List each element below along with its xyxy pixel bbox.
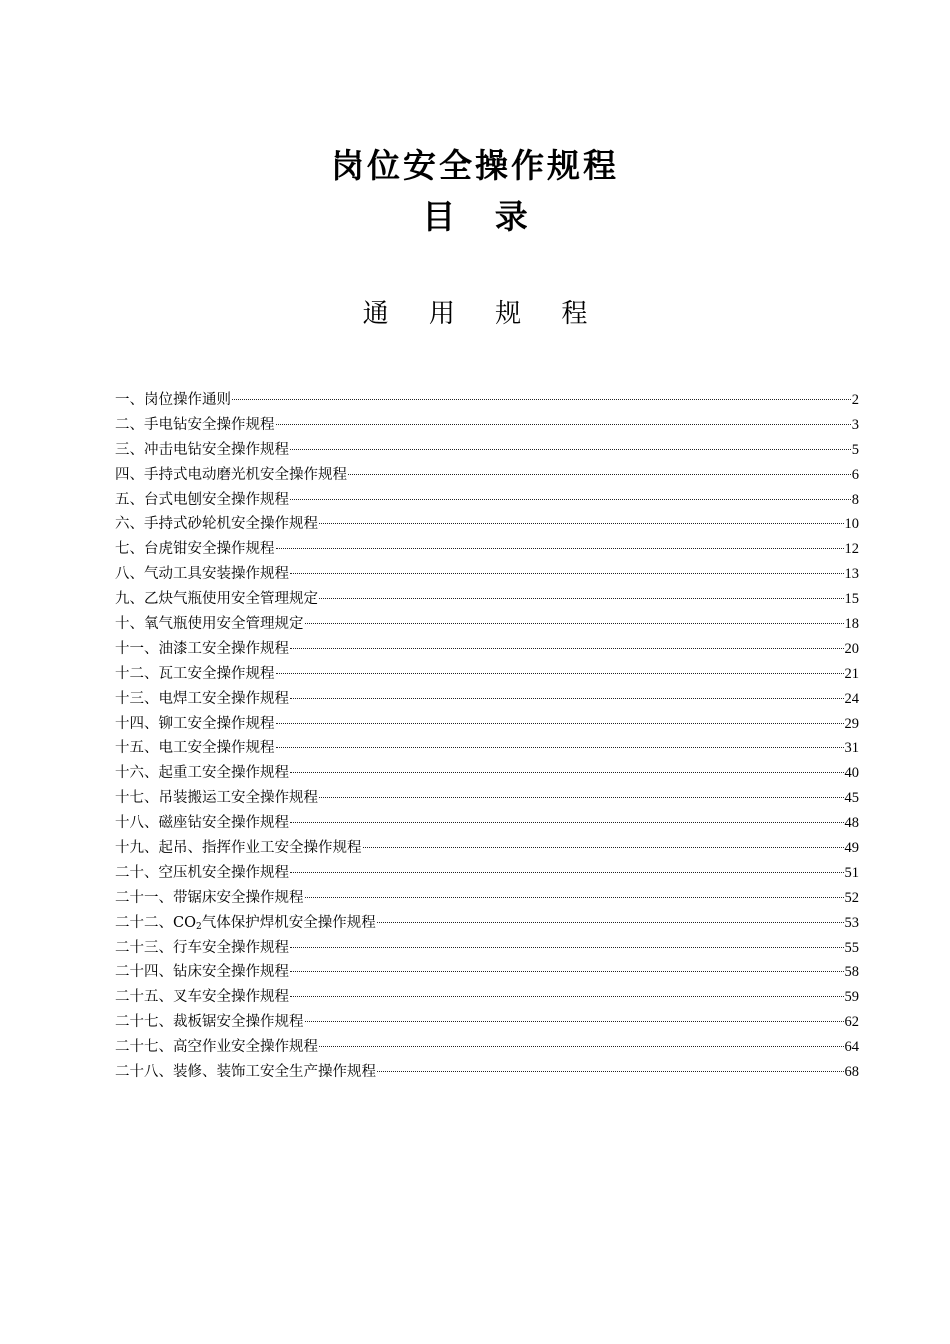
toc-entry-label: 十八、磁座钻安全操作规程 bbox=[115, 815, 289, 832]
toc-dot-leader bbox=[305, 623, 844, 624]
toc-dot-leader bbox=[232, 399, 851, 400]
toc-page-number: 15 bbox=[844, 591, 859, 608]
toc-entry[interactable] bbox=[115, 761, 859, 786]
toc-entry[interactable] bbox=[115, 861, 859, 886]
toc-entry-label: 二十、空压机安全操作规程 bbox=[115, 864, 289, 881]
toc-dot-leader bbox=[348, 474, 851, 475]
toc-entry-label: 七、台虎钳安全操作规程 bbox=[115, 541, 275, 558]
toc-entry[interactable] bbox=[115, 936, 859, 961]
toc-entry[interactable] bbox=[115, 687, 859, 712]
toc-page-number: 21 bbox=[844, 665, 859, 682]
toc-entry[interactable] bbox=[115, 1035, 859, 1060]
toc-entry[interactable] bbox=[115, 488, 859, 513]
toc-page-number: 52 bbox=[844, 889, 859, 906]
toc-page-number: 49 bbox=[844, 840, 859, 857]
toc-page-number: 12 bbox=[844, 541, 859, 558]
toc-entry-label-subscript: 2 bbox=[195, 921, 202, 932]
toc-page-number: 58 bbox=[844, 964, 859, 981]
toc-page-number: 68 bbox=[844, 1064, 859, 1081]
toc-dot-leader bbox=[276, 424, 851, 425]
toc-page-number: 3 bbox=[851, 416, 859, 433]
toc-dot-leader bbox=[290, 698, 844, 699]
toc-page-number: 55 bbox=[844, 939, 859, 956]
toc-entry-label: 二十三、行车安全操作规程 bbox=[115, 939, 289, 956]
toc-dot-leader bbox=[290, 449, 851, 450]
toc-entry-label: 十二、瓦工安全操作规程 bbox=[115, 665, 275, 682]
toc-entry-label: 八、气动工具安装操作规程 bbox=[115, 566, 289, 583]
toc-dot-leader bbox=[290, 947, 844, 948]
toc-entry[interactable] bbox=[115, 537, 859, 562]
toc-entry-label-suffix: 气体保护焊机安全操作规程 bbox=[201, 914, 376, 931]
toc-dot-leader bbox=[290, 971, 844, 972]
toc-dot-leader bbox=[363, 847, 844, 848]
toc-dot-leader bbox=[377, 922, 844, 923]
toc-entry[interactable] bbox=[115, 960, 859, 985]
toc-entry-label: 十、氧气瓶使用安全管理规定 bbox=[115, 616, 304, 633]
toc-page-number: 59 bbox=[844, 989, 859, 1006]
toc-dot-leader bbox=[290, 648, 844, 649]
toc-entry[interactable] bbox=[115, 587, 859, 612]
toc-entry-label: 四、手持式电动磨光机安全操作规程 bbox=[115, 466, 347, 483]
toc-entry[interactable] bbox=[115, 811, 859, 836]
toc-entry-label: 十一、油漆工安全操作规程 bbox=[115, 640, 289, 657]
toc-entry-label: 三、冲击电钻安全操作规程 bbox=[115, 441, 289, 458]
toc-entry[interactable] bbox=[115, 512, 859, 537]
toc-entry-label: 六、手持式砂轮机安全操作规程 bbox=[115, 516, 318, 533]
toc-dot-leader bbox=[377, 1071, 844, 1072]
table-of-contents bbox=[115, 388, 859, 1085]
toc-entry-label: 十四、铆工安全操作规程 bbox=[115, 715, 275, 732]
toc-entry-label: 十六、起重工安全操作规程 bbox=[115, 765, 289, 782]
toc-dot-leader bbox=[290, 872, 844, 873]
toc-entry-label: 二十一、带锯床安全操作规程 bbox=[115, 889, 304, 906]
toc-page-number: 10 bbox=[844, 516, 859, 533]
toc-page-number: 8 bbox=[851, 491, 859, 508]
toc-entry[interactable] bbox=[115, 637, 859, 662]
toc-dot-leader bbox=[319, 1046, 844, 1047]
toc-page-number: 29 bbox=[844, 715, 859, 732]
toc-entry[interactable] bbox=[115, 886, 859, 911]
toc-page-number: 2 bbox=[851, 392, 859, 408]
toc-page-number: 6 bbox=[851, 466, 859, 483]
toc-entry[interactable] bbox=[115, 1060, 859, 1085]
toc-dot-leader bbox=[290, 996, 844, 997]
section-heading: 通 用 规 程 bbox=[362, 299, 604, 329]
toc-entry-label-prefix: 二十二、CO bbox=[115, 914, 196, 931]
toc-entry-label: 一、岗位操作通则 bbox=[115, 392, 231, 408]
toc-entry-label: 十五、电工安全操作规程 bbox=[115, 740, 275, 757]
toc-entry-label: 二十七、高空作业安全操作规程 bbox=[115, 1039, 318, 1056]
toc-entry[interactable] bbox=[115, 911, 859, 936]
toc-page-number: 62 bbox=[844, 1014, 859, 1031]
toc-entry[interactable] bbox=[115, 388, 859, 413]
toc-entry-label bbox=[115, 911, 376, 936]
toc-dot-leader bbox=[305, 897, 844, 898]
toc-dot-leader bbox=[290, 822, 844, 823]
toc-entry-label: 十三、电焊工安全操作规程 bbox=[115, 690, 289, 707]
toc-entry[interactable] bbox=[115, 438, 859, 463]
toc-page-number: 48 bbox=[844, 815, 859, 832]
toc-page-number: 51 bbox=[844, 864, 859, 881]
toc-entry[interactable] bbox=[115, 786, 859, 811]
toc-entry-label: 十七、吊装搬运工安全操作规程 bbox=[115, 790, 318, 807]
toc-entry[interactable] bbox=[115, 413, 859, 438]
toc-entry[interactable] bbox=[115, 463, 859, 488]
toc-page-number: 64 bbox=[844, 1039, 859, 1056]
toc-entry[interactable] bbox=[115, 712, 859, 737]
toc-page-number: 20 bbox=[844, 640, 859, 657]
toc-dot-leader bbox=[290, 772, 844, 773]
toc-dot-leader bbox=[290, 573, 844, 574]
toc-entry-label: 五、台式电刨安全操作规程 bbox=[115, 491, 289, 508]
toc-entry[interactable] bbox=[115, 562, 859, 587]
toc-entry[interactable] bbox=[115, 836, 859, 861]
toc-page-number: 5 bbox=[851, 441, 859, 458]
toc-entry-label: 二十四、钻床安全操作规程 bbox=[115, 964, 289, 981]
toc-entry-label: 二十五、叉车安全操作规程 bbox=[115, 989, 289, 1006]
toc-page-number: 18 bbox=[844, 616, 859, 633]
toc-dot-leader bbox=[319, 797, 844, 798]
toc-entry[interactable] bbox=[115, 736, 859, 761]
toc-entry-label: 十九、起吊、指挥作业工安全操作规程 bbox=[115, 840, 362, 857]
toc-entry-label: 二、手电钻安全操作规程 bbox=[115, 416, 275, 433]
toc-dot-leader bbox=[290, 499, 851, 500]
toc-page-number: 13 bbox=[844, 566, 859, 583]
toc-entry[interactable] bbox=[115, 1010, 859, 1035]
toc-entry-label: 二十七、裁板锯安全操作规程 bbox=[115, 1014, 304, 1031]
toc-page-number: 45 bbox=[844, 790, 859, 807]
toc-dot-leader bbox=[276, 723, 844, 724]
toc-entry-label: 九、乙炔气瓶使用安全管理规定 bbox=[115, 591, 318, 608]
toc-page-number: 31 bbox=[844, 740, 859, 757]
toc-heading: 目 录 bbox=[422, 197, 542, 236]
toc-entry[interactable] bbox=[115, 662, 859, 687]
toc-entry[interactable] bbox=[115, 612, 859, 637]
toc-dot-leader bbox=[319, 523, 844, 524]
toc-dot-leader bbox=[276, 747, 844, 748]
toc-dot-leader bbox=[276, 673, 844, 674]
toc-dot-leader bbox=[319, 598, 844, 599]
document-title: 岗位安全操作规程 bbox=[331, 146, 619, 185]
toc-page-number: 40 bbox=[844, 765, 859, 782]
toc-dot-leader bbox=[276, 548, 844, 549]
toc-page-number: 53 bbox=[844, 914, 859, 931]
toc-entry[interactable] bbox=[115, 985, 859, 1010]
toc-dot-leader bbox=[305, 1021, 844, 1022]
toc-page-number: 24 bbox=[844, 690, 859, 707]
toc-entry-label: 二十八、装修、装饰工安全生产操作规程 bbox=[115, 1064, 376, 1081]
